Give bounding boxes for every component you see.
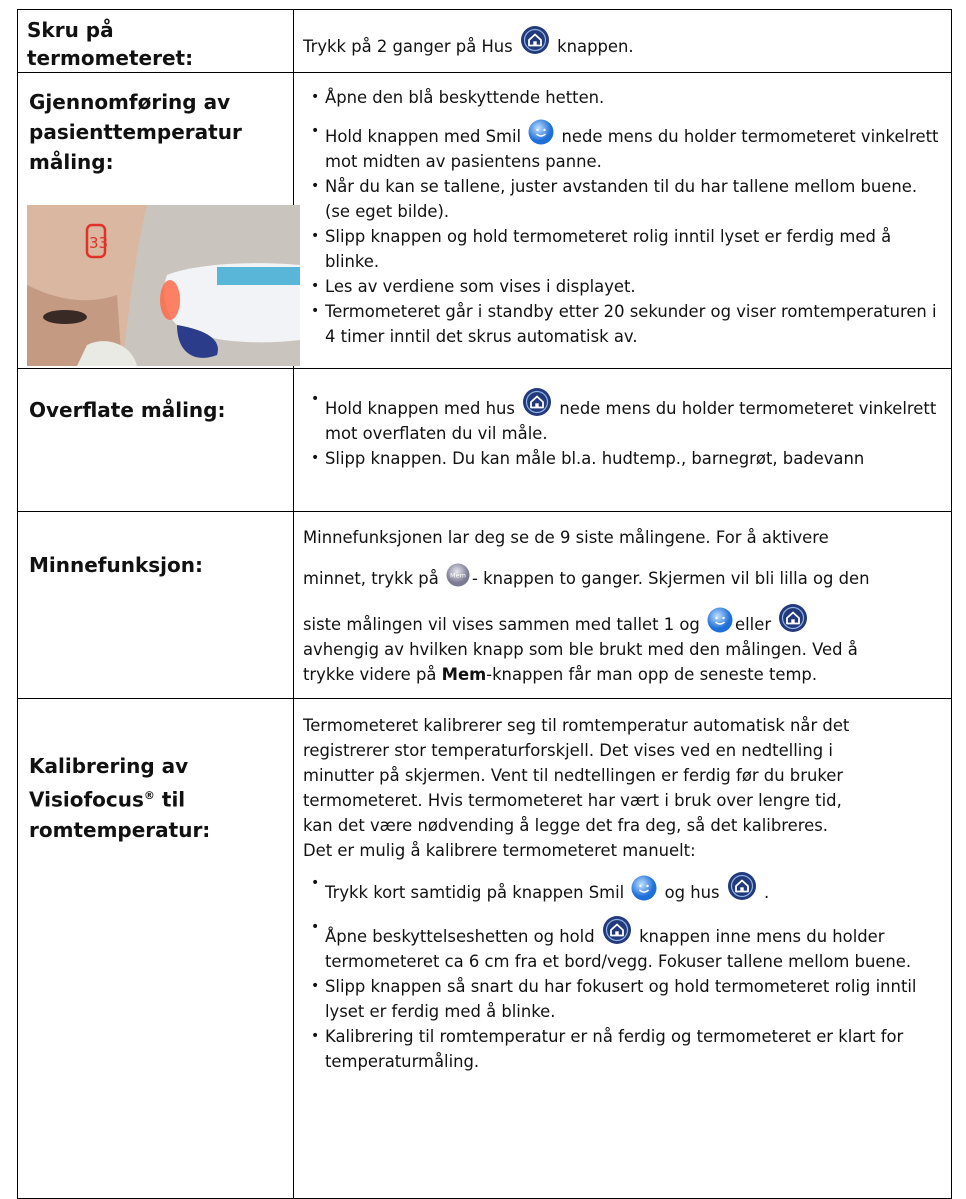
paragraph-line: registrerer stor temperaturforskjell. Det vises ved en nedtelling i [303, 741, 833, 760]
smile-button-icon [631, 875, 657, 901]
row-content-cell [294, 369, 952, 512]
row-heading: Overflate måling: [29, 398, 226, 422]
smile-button-icon [528, 119, 554, 145]
list-item: • Termometeret går i standby etter 20 sekunder og viser romtemperaturen i 4 timer inntil det skrus automatisk av. [303, 299, 943, 349]
home-button-icon [520, 25, 550, 55]
instruction-list [294, 863, 951, 1074]
row-power-on [18, 10, 952, 73]
list-item: • Når du kan se tallene, juster avstanden til du har tallene mellom buene. (se eget bilde). [303, 174, 943, 224]
text: Trykk på 2 ganger på Hus [303, 37, 513, 56]
paragraph-line: Minnefunksjonen lar deg se de 9 siste målingene. For å aktivere [303, 528, 829, 547]
row-heading-cell [18, 73, 294, 369]
row-content-cell [294, 10, 952, 73]
mem-button-icon [446, 563, 470, 587]
paragraph-line: kan det være nødvending å legge det fra deg, så det kalibreres. [303, 816, 828, 835]
row-heading: Gjennomføring av pasienttemperatur måling: [29, 90, 242, 174]
home-button-icon [602, 915, 632, 945]
home-button-icon [727, 871, 757, 901]
list-item: • Trykk kort samtidig på knappen Smil og hus . [303, 871, 943, 905]
row-content-cell [294, 73, 952, 369]
paragraph-line: trykke videre på Mem-knappen får man opp de seneste temp. [303, 665, 818, 684]
list-item: • Hold knappen med hus nede mens du holder termometeret vinkelrett mot overflaten du vil måle. [303, 387, 943, 446]
row-content-cell [294, 699, 952, 1199]
row-heading-cell [18, 512, 294, 699]
row-patient-measurement [18, 73, 952, 369]
row-heading: Kalibrering av Visiofocus® til romtemperatur: [29, 754, 211, 842]
paragraph-line: minnet, trykk på Mem - knappen to ganger. Skjermen vil bli lilla og den [303, 563, 943, 591]
list-item: • Hold knappen med Smil nede mens du holder termometeret vinkelrett mot midten av pasientens panne. [303, 119, 943, 174]
svg-text:33: 33 [89, 234, 109, 252]
text: knappen. [557, 37, 634, 56]
row-calibration [18, 699, 952, 1199]
list-item: • Åpne den blå beskyttende hetten. [303, 85, 943, 110]
paragraph-line: Termometeret kalibrerer seg til romtemperatur automatisk når det [303, 716, 850, 735]
forehead-thermometer-photo [27, 205, 300, 366]
paragraph-line: Det er mulig å kalibrere termometeret manuelt: [303, 841, 696, 860]
row-memory-function [18, 512, 952, 699]
home-button-icon [778, 603, 808, 633]
row-heading: Minnefunksjon: [29, 553, 204, 577]
list-item: • Slipp knappen og hold termometeret rolig inntil lyset er ferdig med å blinke. [303, 224, 943, 274]
list-item: • Åpne beskyttelseshetten og hold knappen inne mens du holder termometeret ca 6 cm fra et bord/vegg. Fokuser tallene mellom buene. [303, 915, 943, 974]
home-button-icon [522, 387, 552, 417]
row-heading-cell [18, 369, 294, 512]
instruction-list [294, 369, 951, 471]
row-heading: Skru på termometeret: [27, 18, 194, 70]
paragraph-line: avhengig av hvilken knapp som ble brukt med den målingen. Ved å [303, 640, 858, 659]
list-item: • Les av verdiene som vises i displayet. [303, 274, 943, 299]
list-item: • Slipp knappen så snart du har fokusert og hold termometeret rolig inntil lyset er ferdig med å blinke. [303, 974, 943, 1024]
smile-button-icon [707, 607, 733, 633]
svg-text:Mem: Mem [449, 571, 466, 580]
row-content-cell [294, 512, 952, 699]
instruction-list [294, 73, 951, 349]
list-item: • Slipp knappen. Du kan måle bl.a. hudtemp., barnegrøt, badevann [303, 446, 943, 471]
paragraph-line: termometeret. Hvis termometeret har vært i bruk over lengre tid, [303, 791, 842, 810]
paragraph-line: minutter på skjermen. Vent til nedtellingen er ferdig før du bruker [303, 766, 844, 785]
paragraph-line: siste målingen vil vises sammen med tallet 1 og eller [303, 603, 943, 637]
row-surface-measurement [18, 369, 952, 512]
list-item: • Kalibrering til romtemperatur er nå ferdig og termometeret er klart for temperaturmåling. [303, 1024, 943, 1074]
instruction-table [17, 9, 952, 1199]
row-heading-cell [18, 699, 294, 1199]
row-heading-cell [18, 10, 294, 73]
